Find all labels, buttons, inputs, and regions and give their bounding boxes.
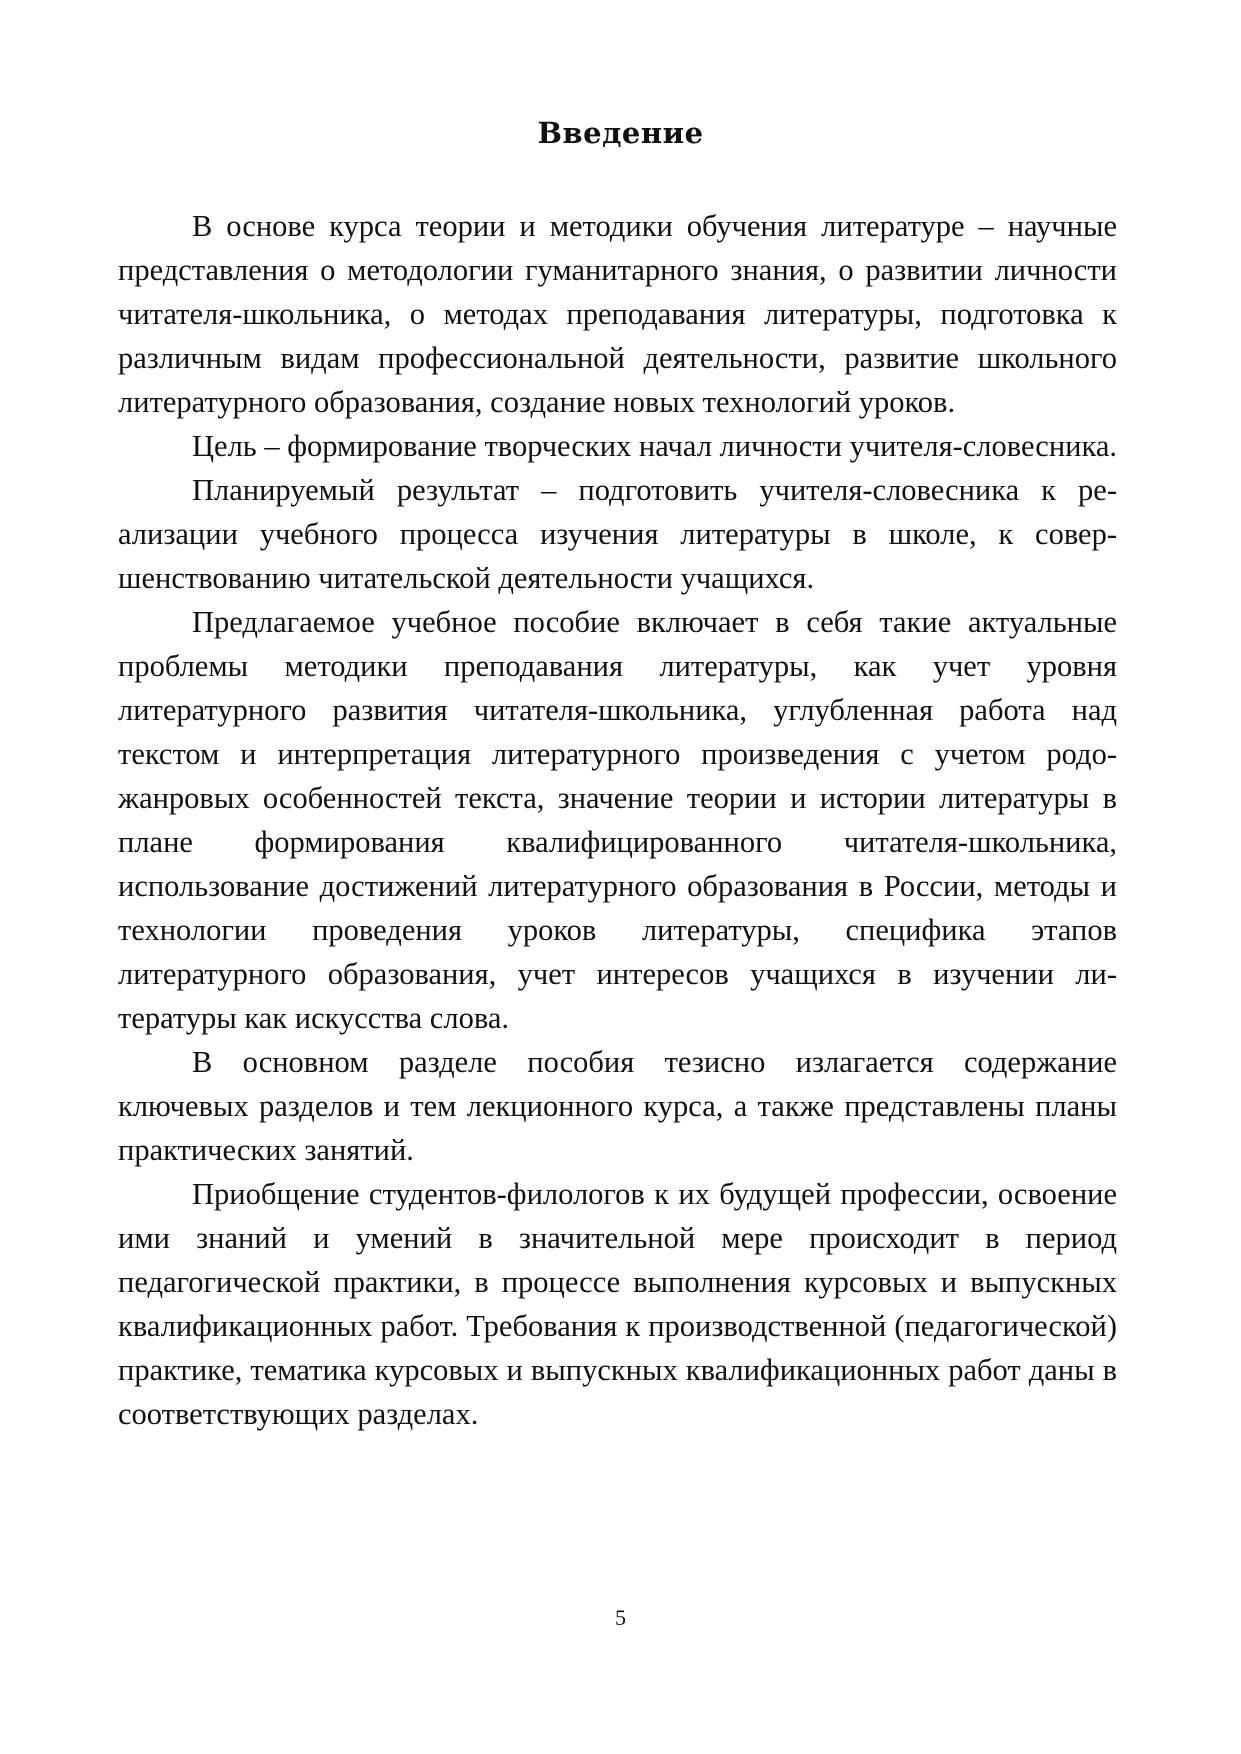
body-text [118, 204, 1117, 1436]
paragraph-manual-contents: Предлагаемое учебное пособие включает в себя такие актуальные проблемы методики преподавания литературы, как учет уровня литературного развития читателя-школьника, углубленная работа над текстом и интерпретация литературного произведения с учетом родожанровых особенностей текста, значение теории и истории литературы в плане формирования квалифицированного читателя-школьника, использование достижений литературного образования в России, методы и технологии проведения уроков литературы, специфика этапов литературного образования, учет интересов учащихся в изучении литературы как искусства слова. [118, 605, 1117, 1035]
paragraph-expected-result: Планируемый результат – подготовить учителя-словесника к реализации учебного процесса изучения литературы в школе, к совершенствованию читательской деятельности учащихся. [118, 473, 1117, 595]
page-number: 5 [615, 1605, 626, 1630]
paragraph-goal: Цель – формирование творческих начал личности учителя-словесника. [192, 429, 1117, 463]
paragraph-practice: Приобщение студентов-филологов к их будущей профессии, освоение ими знаний и умений в значительной мере происходит в период педагогической практики, в процессе выполнения курсовых и выпускных квалификационных работ. Требования к производственной (педагогической) практике, тематика курсовых и выпускных квалификационных работ даны в соответствующих разделах. [118, 1177, 1117, 1431]
paragraph-course-basis: В основе курса теории и методики обучения литературе – научные представления о методологии гуманитарного знания, о развитии личности читателя-школьника, о методах преподавания литературы, подготовка к различным видам профессиональной деятельности, развитие школьного литературного образования, создание новых технологий уроков. [118, 209, 1117, 419]
page-title: Введение [537, 116, 704, 150]
paragraph-main-section: В основном разделе пособия тезисно излагается содержание ключевых разделов и тем лекционного курса, а также представлены планы практических занятий. [118, 1045, 1117, 1167]
